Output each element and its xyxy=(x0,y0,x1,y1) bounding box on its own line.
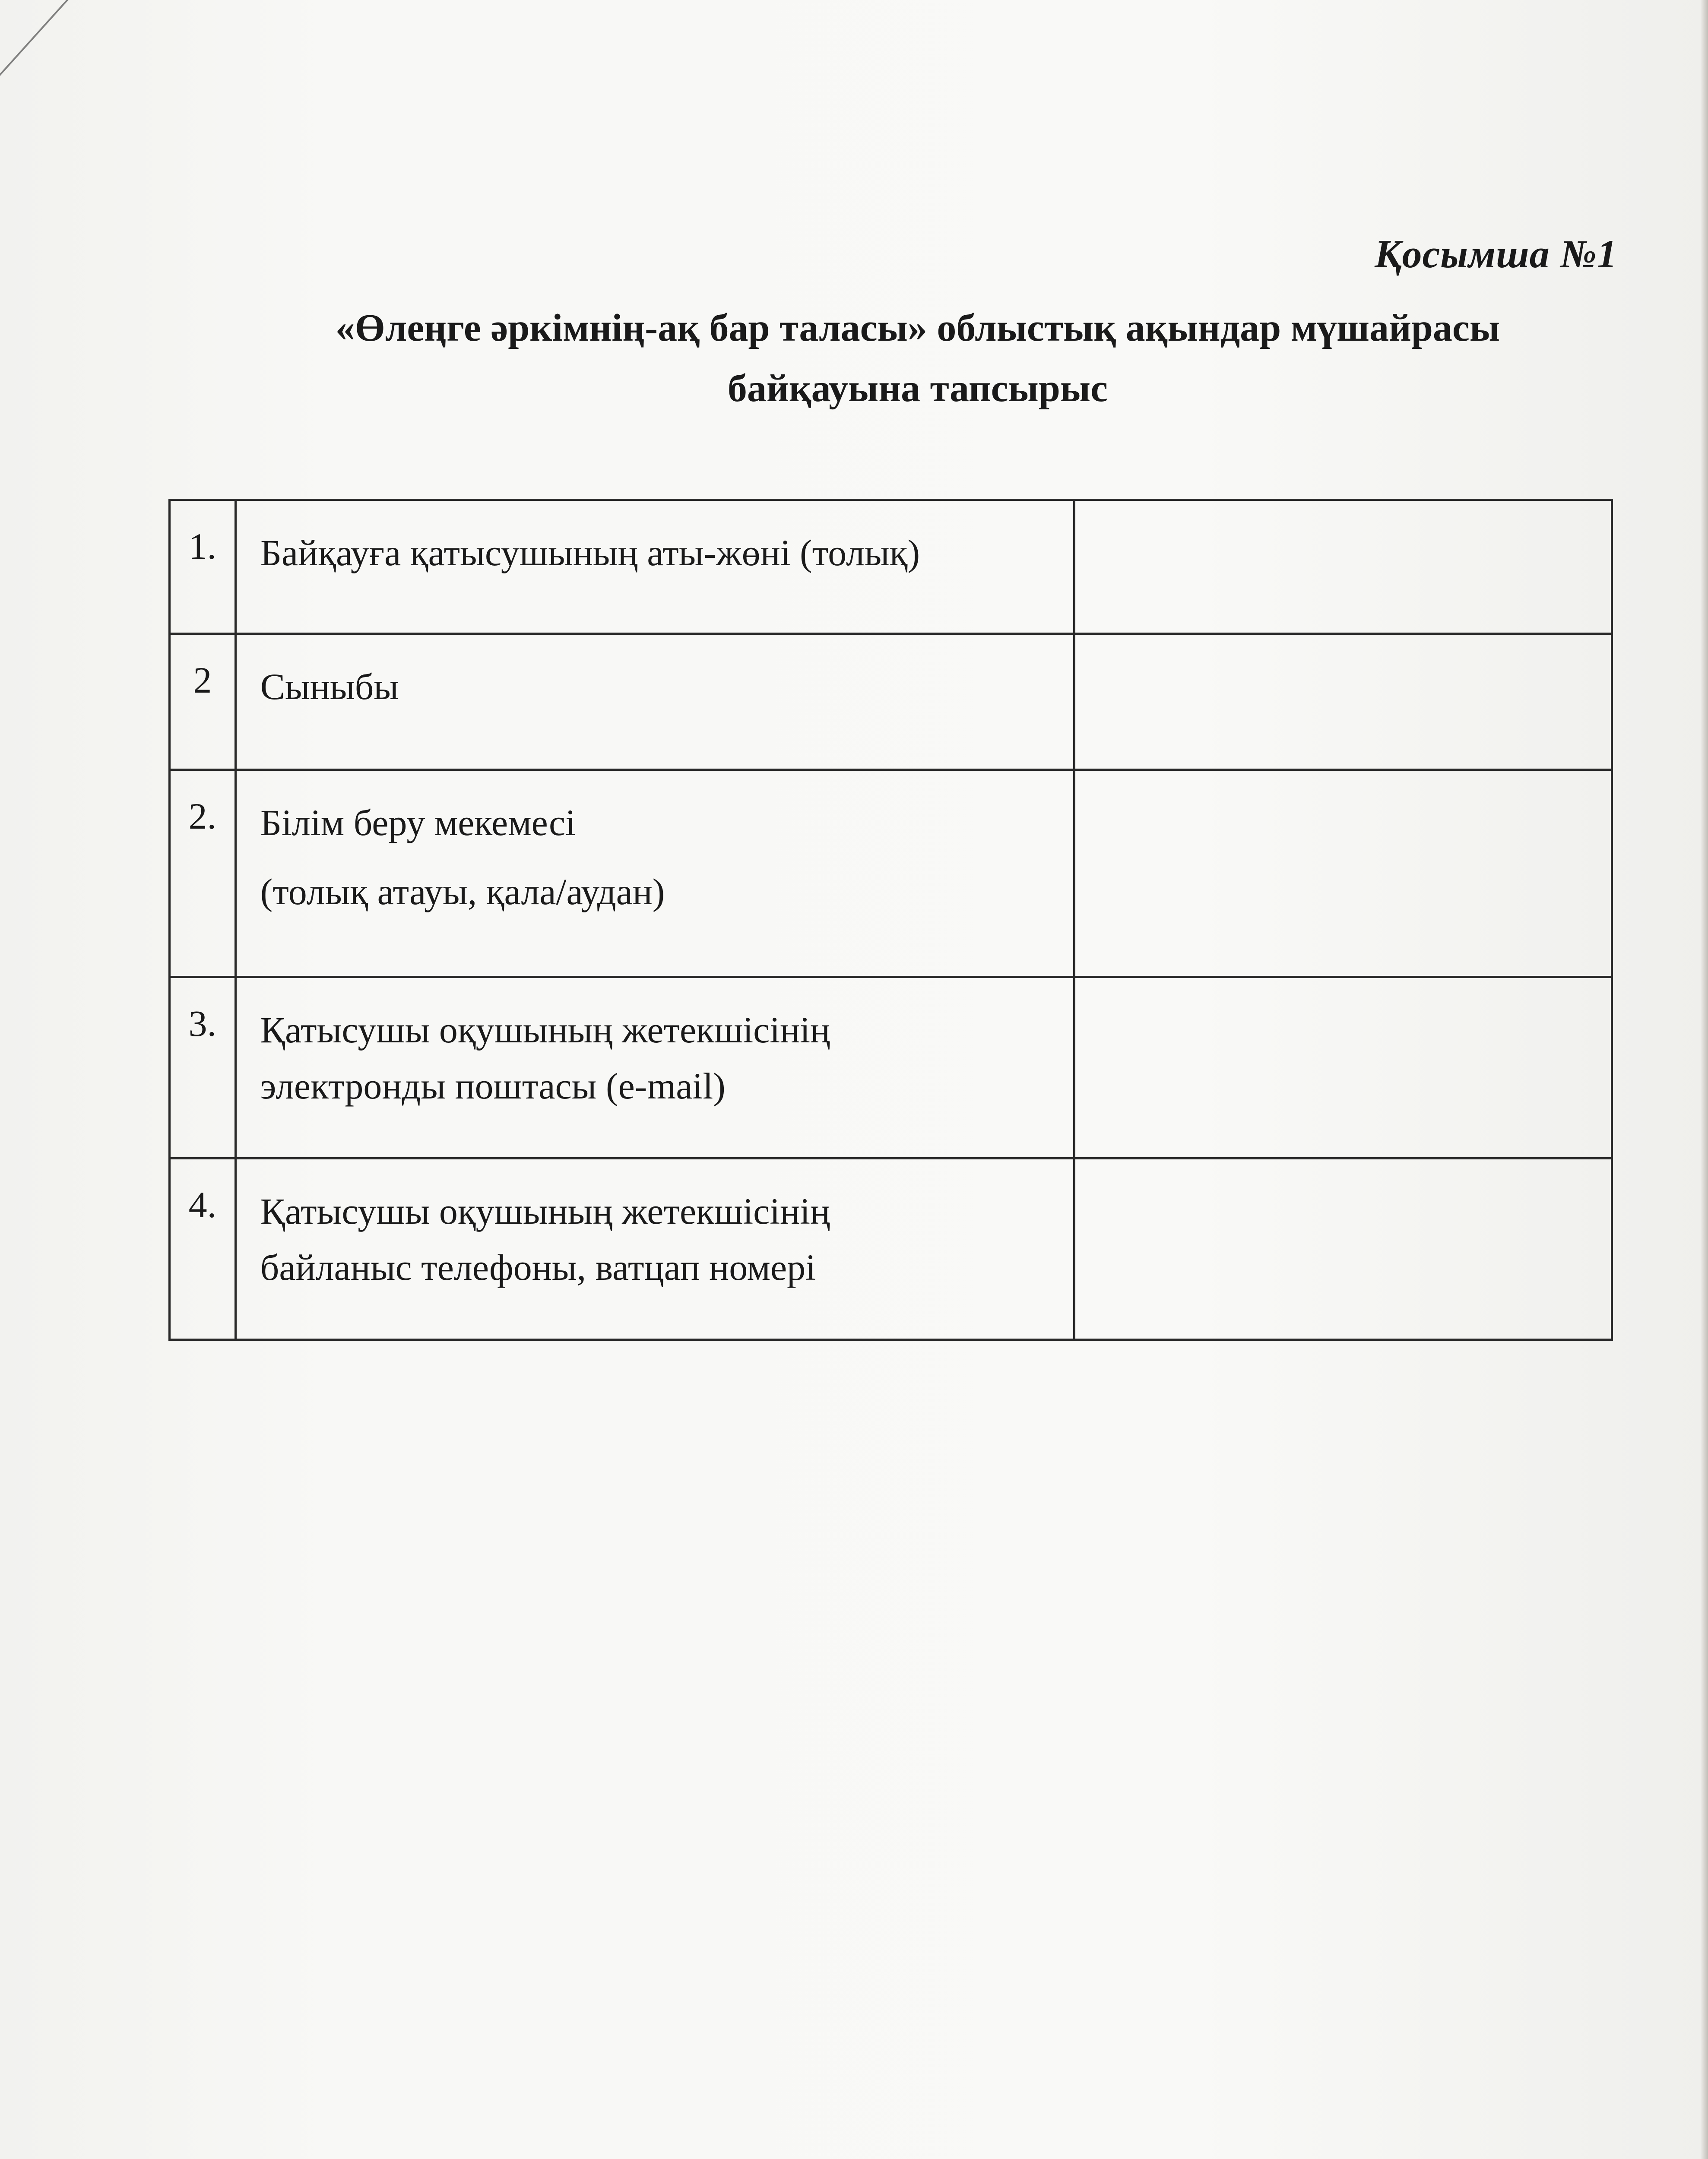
row-label xyxy=(235,500,1074,634)
corner-fold-line xyxy=(0,0,181,181)
row-label-line: Білім беру мекемесі xyxy=(260,802,576,843)
row-label xyxy=(235,770,1074,977)
row-label xyxy=(235,1159,1074,1340)
appendix-label: Қосымша №1 xyxy=(1375,232,1617,276)
table-row xyxy=(170,770,1612,977)
row-number: 4. xyxy=(170,1159,236,1340)
row-label-line: электронды поштасы (e-mail) xyxy=(260,1065,726,1107)
row-label-line: Сыныбы xyxy=(260,666,399,707)
row-label-line: Байқауға қатысушының аты-жөні (толық) xyxy=(260,532,920,573)
row-number: 1. xyxy=(170,500,236,634)
title-line-1: «Өлеңге әркімнің-ақ бар таласы» облыстық ақындар мүшайрасы xyxy=(335,307,1500,349)
row-label xyxy=(235,977,1074,1159)
table-row xyxy=(170,977,1612,1159)
institution-field[interactable] xyxy=(1074,770,1612,977)
grade-field[interactable] xyxy=(1074,634,1612,770)
row-number: 2 xyxy=(170,634,236,770)
application-form-table xyxy=(168,499,1613,1341)
supervisor-email-field[interactable] xyxy=(1074,977,1612,1159)
row-number: 2. xyxy=(170,770,236,977)
row-label xyxy=(235,634,1074,770)
table-row xyxy=(170,500,1612,634)
row-label-line: Қатысушы оқушының жетекшісінің xyxy=(260,1190,830,1232)
page-edge-shadow xyxy=(1700,0,1708,2159)
supervisor-phone-field[interactable] xyxy=(1074,1159,1612,1340)
row-label-line: Қатысушы оқушының жетекшісінің xyxy=(260,1009,830,1051)
row-number: 3. xyxy=(170,977,236,1159)
title-line-2: байқауына тапсырыс xyxy=(727,367,1108,410)
document-title xyxy=(242,298,1594,419)
table-row xyxy=(170,634,1612,770)
row-label-line: (толық атауы, қала/аудан) xyxy=(260,871,665,912)
table-row xyxy=(170,1159,1612,1340)
row-label-line: байланыс телефоны, ватцап номері xyxy=(260,1247,816,1288)
participant-name-field[interactable] xyxy=(1074,500,1612,634)
